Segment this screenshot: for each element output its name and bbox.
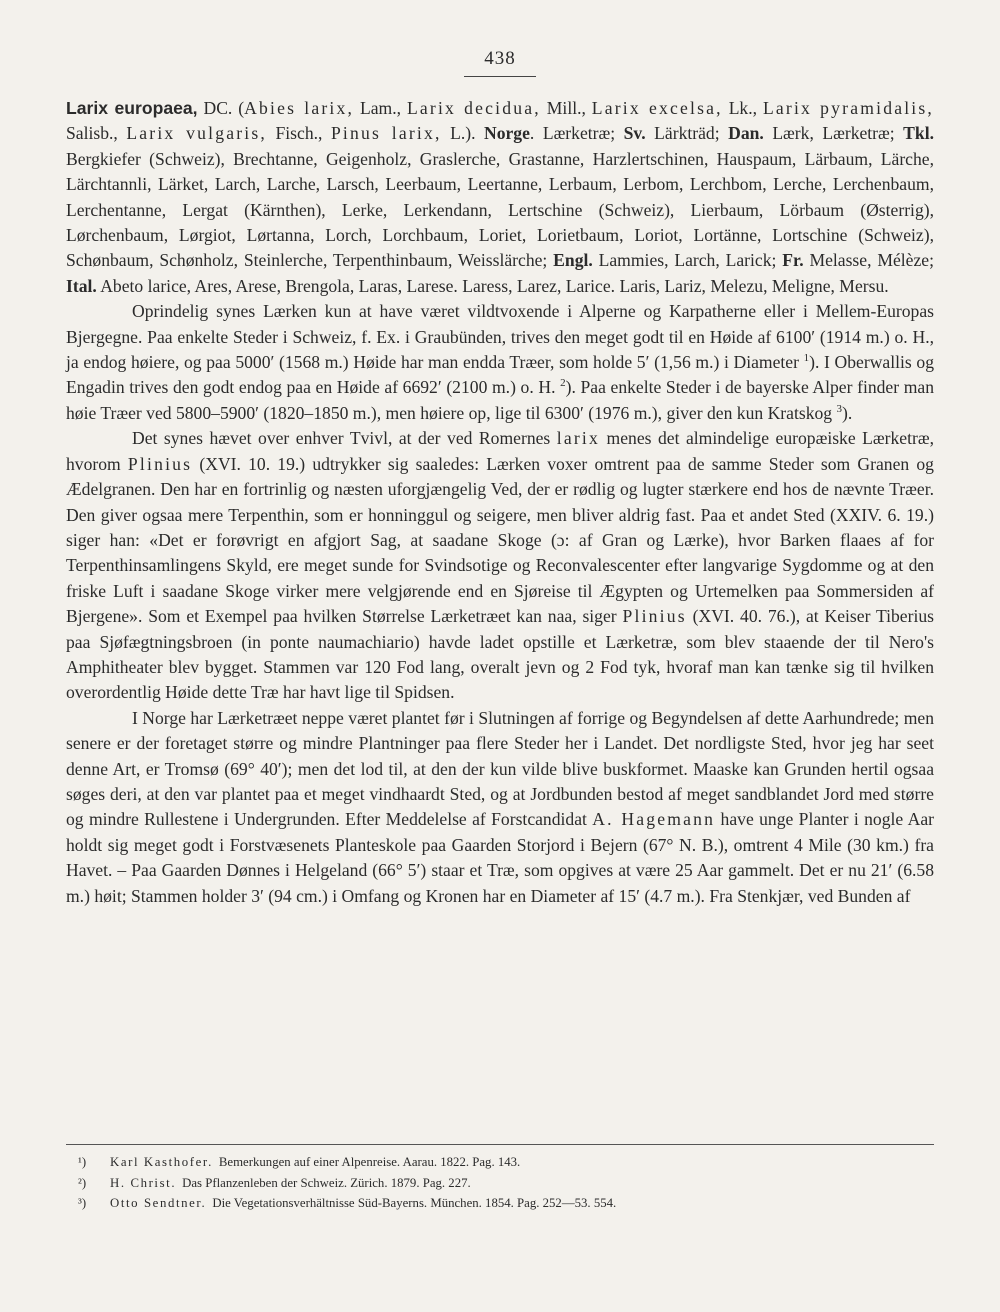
page-number: 438 [484, 48, 516, 69]
lang-dan: Dan. [728, 123, 764, 144]
synonym: Abies larix, [244, 98, 355, 118]
species-name: Larix europaea, [66, 98, 198, 118]
lang-norge: Norge [484, 123, 530, 144]
lang-engl: Engl. [553, 250, 593, 271]
lang-sv: Sv. [623, 123, 646, 144]
footnote-2: ²) H. Christ. Das Pflanzenleben der Schweiz. Zürich. 1879. Pag. 227. [78, 1175, 471, 1190]
synonym: Larix decidua, [406, 98, 541, 118]
paragraph-norway: I Norge har Lærketræet neppe været plantet før i Slutningen af forrige og Begyndelsen af dette Aarhundrede; men senere er der foretaget større og mindre Plantninger paa flere Steder her i Landet. Det nordligste Sted, hvor jeg har seet denne Art, er Tromsø (69° 40′); men det lod til, at den der kun vilde blive buskformet. Maaske kan Grunden hertil ogsaa søges deri, at den var plantet paa et meget vindhaardt Sted, og at Jordbunden bestod af meget sandblandet Jord med større og mindre Rullestene i Undergrunden. Efter Meddelelse af Forstcandidat A. Hagemann have unge Planter i nogle Aar holdt sig meget godt i Forstvæsenets Planteskole paa Gaarden Storjord i Bejern (67° N. B.), omtrent 4 Mile (30 km.) fra Havet. – Paa Gaarden Dønnes i Helgeland (66° 5′) staar et Træ, som opgives at være 25 Aar gammelt. Det er nu 21′ (6.58 m.) høit; Stammen holder 3′ (94 cm.) i Omfang og Kronen har en Diameter af 15′ (4.7 m.). Fra Stenkjær, ved Bunden af [66, 707, 934, 906]
footnote-author: H. Christ. [110, 1175, 177, 1190]
footnote-ref: 3 [836, 403, 842, 416]
synonym: Larix excelsa, [591, 98, 723, 118]
footnotes [78, 1152, 938, 1214]
synonym: Larix vulgaris, [126, 123, 267, 144]
author-plinius: Plinius [622, 606, 687, 627]
footnote-3: ³) Otto Sendtner. Die Vegetationsverhältnisse Süd-Bayerns. München. 1854. Pag. 252—53. 554. [78, 1196, 617, 1210]
footnote-author: Karl Kasthofer. [110, 1155, 213, 1169]
footnote-author: Otto Sendtner. [110, 1196, 207, 1210]
term-larix: larix [556, 428, 601, 449]
header-rule [464, 76, 536, 77]
body-text [66, 96, 934, 909]
footnote-ref: 2 [560, 377, 566, 390]
person-hagemann: A. Hagemann [592, 809, 716, 830]
author-plinius: Plinius [127, 453, 193, 474]
footnote-rule [66, 1144, 934, 1145]
paragraph-synonyms: Larix europaea, DC. (Abies larix, Lam., Larix decidua, Mill., Larix excelsa, Lk., Larix pyramidalis, Salisb., Larix vulgaris, Fisch., Pinus larix, L.). Norge. Lærketræ; Sv. Lärkträd; Dan. Lærk, Lærketræ; Tkl. Bergkiefer (Schweiz), Brechtanne, Geigenholz, Graslerche, Grastanne, Harzlertschinen, Hauspaum, Lärbaum, Lärche, Lärchtannli, Lärket, Larch, Larche, Larsch, Leerbaum, Leertanne, Lerbaum, Lerbom, Lerchbom, Lerche, Lerchenbaum, Lerchentanne, Lergat (Kärnthen), Lerke, Lerkendann, Lertschine (Schweiz), Lierbaum, Lörbaum (Østerrig), Lørchenbaum, Lørgiot, Lørtanna, Lorch, Lorchbaum, Loriet, Lorietbaum, Loriot, Lortänne, Lortschine (Schweiz), Schønbaum, Schønholz, Steinlerche, Terpenthinbaum, Weisslärche; Engl. Lammies, Larch, Larick; Fr. Melasse, Mélèze; Ital. Abeto larice, Ares, Arese, Brengola, Laras, Larese. Laress, Larez, Larice. Laris, Lariz, Melezu, Meligne, Mersu. [66, 98, 935, 296]
synonym: Pinus larix, [330, 123, 442, 144]
lang-fr: Fr. [782, 250, 804, 271]
footnote-1: ¹) Karl Kasthofer. Bemerkungen auf einer Alpenreise. Aarau. 1822. Pag. 143. [78, 1155, 521, 1169]
lang-ital: Ital. [66, 275, 97, 296]
paragraph-distribution: Oprindelig synes Lærken kun at have været vildtvoxende i Alperne og Karpatherne eller i Mellem-Europas Bjergegne. Paa enkelte Steder i Schweiz, f. Ex. i Graubünden, trives den meget godt til en Høide af 6100′ (1914 m.) o. H., ja endog høiere, og paa 5000′ (1568 m.) Høide har man endda Træer, som holde 5′ (1,56 m.) i Diameter $^1$). I Oberwallis og Engadin trives den godt endog paa en Høide af 6692′ (2100 m.) o. H. $^2$). Paa enkelte Steder i de bayerske Alper finder man høie Træer ved 5800–5900′ (1820–1850 m.), men høiere op, lige til 6300′ (1976 m.), giver den kun Kratskog $^3$). [66, 301, 935, 423]
footnote-ref: 1 [803, 352, 810, 365]
lang-tkl: Tkl. [903, 123, 934, 144]
synonym: Larix pyramidalis, [762, 98, 935, 118]
paragraph-plinius: Det synes hævet over enhver Tvivl, at der ved Romernes larix menes det almindelige europæiske Lærketræ, hvorom Plinius (XVI. 10. 19.) udtrykker sig saaledes: Lærken voxer omtrent paa de samme Steder som Granen og Ædelgranen. Den har en fortrinlig og næsten uforgjængelig Ved, der er rødlig og lugter stærkere end hos de nævnte Træer. Den giver ogsaa mere Terpenthin, som er honninggul og seigere, men bliver aldrig fast. Paa et andet Sted (XXIV. 6. 19.) siger han: «Det er forøvrigt en afgjort Sag, at saadane Skoge (ɔ: af Gran og Lærke), hvor Barken flaaes af for Terpenthinsamlingens Skyld, ere meget sunde for Svindsotige og Reconvalescenter efter langvarige Sygdomme og at den friske Luft i saadane Skoge virker mere velgjørende end en Sjøreise til Ægypten og Urtemelken paa Sommersiden af Bjergene». Som et Exempel paa hvilken Størrelse Lærketræet kan naa, siger Plinius (XVI. 40. 76.), at Keiser Tiberius paa Sjøfægtningsbroen (in ponte naumachiario) havde ladet opstille et Lærketræ, som blev staaende der til Nero's Amphitheater blev bygget. Stammen var 120 Fod lang, overalt jevn og 2 Fod tyk, hvoraf man kan tænke sig til hvilken overordentlig Høide dette Træ har havt lige til Spidsen. [66, 428, 934, 703]
